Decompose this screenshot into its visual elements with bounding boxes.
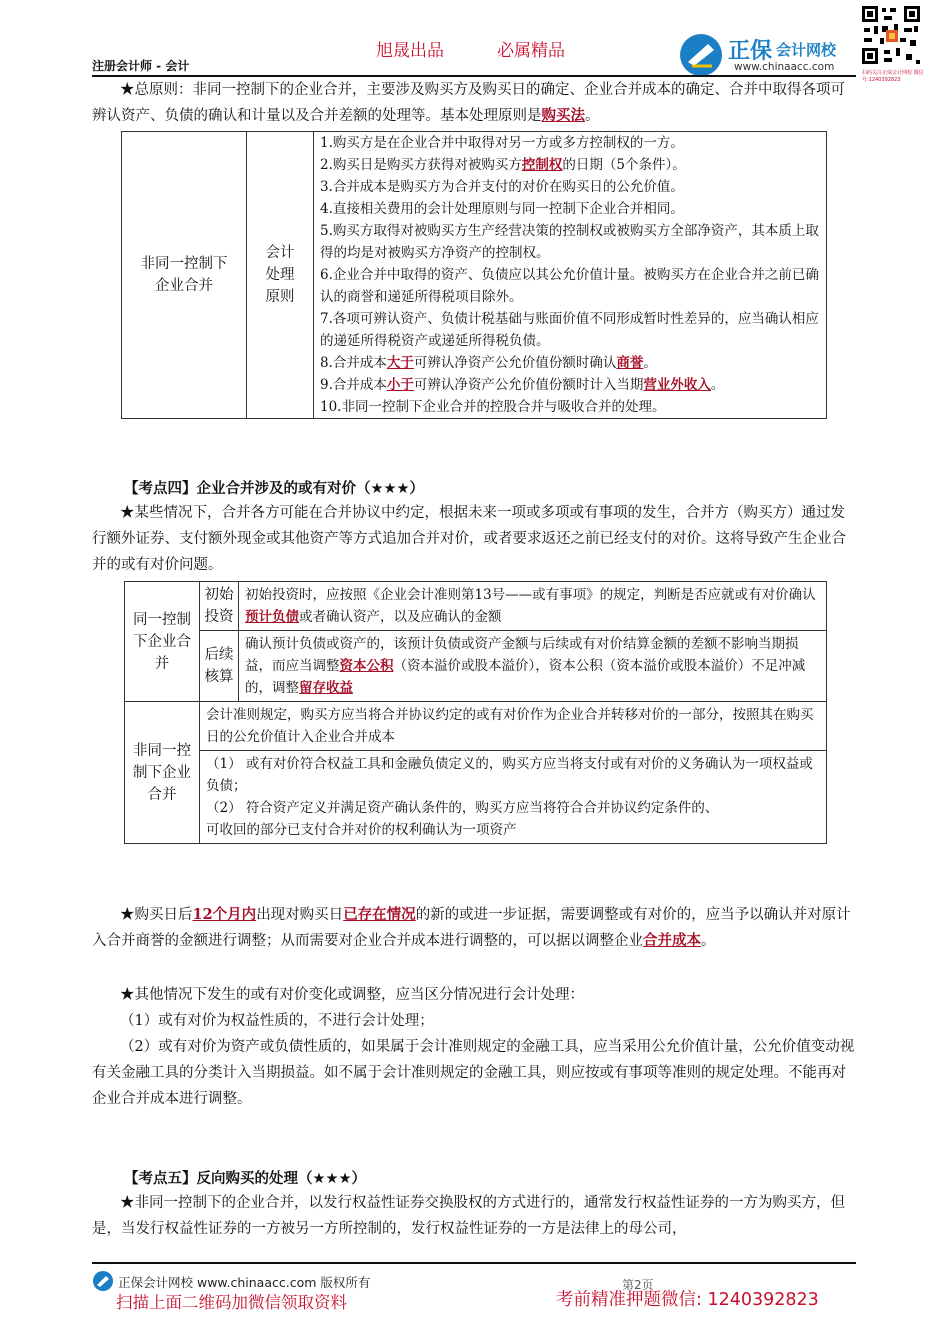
t1-link-greater: 大于 bbox=[386, 355, 414, 371]
after-paragraph-2: ★其他情况下发生的或有对价变化或调整，应当区分情况进行会计处理： bbox=[120, 987, 584, 1003]
logo bbox=[678, 32, 856, 78]
t1-link-goodwill: 商誉 bbox=[616, 355, 644, 371]
t1-item-1: 1.购买方是在企业合并中取得对另一方或多方控制权的一方。 bbox=[320, 135, 684, 151]
t2-diff-row2-c: 可收回的部分已支付合并对价的权利确认为一项资产 bbox=[206, 822, 517, 838]
t1-item-7: 7.各项可辨认资产、负债计税基础与账面价值不同形成暂时性差异的，应当确认相应的递延所得税资产或递延所得税负债。 bbox=[320, 311, 819, 349]
logo-icon bbox=[678, 32, 724, 78]
footer-promo-right: 考前精准押题微信: 1240392823 bbox=[556, 1290, 819, 1310]
section5-paragraph: ★非同一控制下的企业合并，以发行权益性证券交换股权的方式进行的，通常发行权益性证券的一方为购买方，但是，当发行权益性证券的一方被另一方所控制的，发行权益性证券的一方是法律上的母公司， bbox=[92, 1195, 845, 1237]
t1-link-control: 控制权 bbox=[521, 157, 563, 173]
intro-link-purchase-method: 购买法 bbox=[541, 107, 585, 124]
qr-caption: 扫码关注正保会计网校 微信号:1240392823 bbox=[862, 70, 924, 83]
t1-item-2: 2.购买日是购买方获得对被购买方控制权的日期（5个条件）。 bbox=[320, 157, 686, 173]
header-slogan-right: 必属精品 bbox=[497, 41, 565, 61]
t2-diff-control-label: 非同一控制下企业合并 bbox=[125, 702, 200, 844]
t2-follow-label: 后续核算 bbox=[200, 631, 239, 702]
t1-link-less: 小于 bbox=[386, 377, 414, 393]
qr-code[interactable] bbox=[860, 4, 922, 66]
t2-diff-row2 bbox=[200, 751, 827, 844]
logo-text: 正保 bbox=[728, 39, 773, 64]
t1-item-6: 6.企业合并中取得的资产、负债应以其公允价值计量。被购买方在企业合并之前已确认的商誉和递延所得税项目除外。 bbox=[320, 267, 819, 305]
t2-diff-row2-a: （1） 或有对价符合权益工具和金融负债定义的，购买方应当将支付或有对价的义务确认为一项权益或负债； bbox=[206, 756, 813, 794]
t2-link-capital-reserve: 资本公积 bbox=[339, 658, 394, 674]
footer-page-number: 第2页 bbox=[622, 1278, 654, 1292]
header-slogan-left: 旭晟出品 bbox=[376, 41, 444, 61]
t1-item-3: 3.合并成本是购买方为合并支付的对价在购买日的公允价值。 bbox=[320, 179, 684, 195]
after-paragraph-1: ★购买日后12个月内出现对购买日已存在情况的新的或进一步证据，需要调整或有对价的，应当予以确认并对原计入合并商誉的金额进行调整；从而需要对企业合并成本进行调整的，可以据以调整企业合并成本。 bbox=[92, 906, 851, 949]
t2-initial-text: 初始投资时，应按照《企业会计准则第13号——或有事项》的规定，判断是否应就或有对价确认预计负债或者确认资产，以及应确认的金额 bbox=[239, 582, 827, 631]
t1-item-9: 9.合并成本小于可辨认净资产公允价值份额时计入当期营业外收入。 bbox=[320, 377, 725, 393]
intro-text: ★总原则：非同一控制下的企业合并，主要涉及购买方及购买日的确定、企业合并成本的确定、合并中取得各项可辨认资产、负债的确认和计量以及合并差额的处理等。基本处理原则是 bbox=[92, 82, 845, 124]
footer-promo-left: 扫描上面二维码加微信领取资料 bbox=[116, 1293, 347, 1312]
table-contingent-consideration bbox=[124, 581, 827, 844]
t1-item-5: 5.购买方取得对被购买方生产经营决策的控制权或被购买方全部净资产，其本质上取得的均是对被购买方净资产的控制权。 bbox=[320, 223, 819, 261]
after-link-12-months: 12个月内 bbox=[192, 906, 257, 923]
t2-same-control-label: 同一控制下企业合并 bbox=[125, 582, 200, 702]
logo-sub: 会计网校 bbox=[776, 41, 837, 59]
footer-rule bbox=[92, 1262, 856, 1264]
footer-copyright: 正保会计网校 www.chinaacc.com 版权所有 bbox=[118, 1275, 371, 1290]
table-non-common-control bbox=[121, 131, 827, 419]
t1-col1: 非同一控制下企业合并 bbox=[122, 132, 247, 419]
section5-heading: 【考点五】反向购买的处理（★★★） bbox=[124, 1171, 366, 1187]
doc-title: 注册会计师 - 会计 bbox=[92, 59, 190, 73]
section4-paragraph: ★某些情况下，合并各方可能在合并协议中约定，根据未来一项或多项或有事项的发生，合并方（购买方）通过发行额外证券、支付额外现金或其他资产等方式追加合并对价，或者要求返还之前已经支付的对价。这将导致产生企业合并的或有对价问题。 bbox=[92, 505, 846, 573]
t1-col2: 会计处理原则 bbox=[247, 132, 314, 419]
t2-link-retained-earnings: 留存收益 bbox=[299, 680, 353, 696]
t1-items bbox=[314, 132, 827, 419]
t1-link-nonop-income: 营业外收入 bbox=[643, 377, 711, 393]
footer-logo-icon bbox=[92, 1270, 114, 1292]
after-paragraph-3: （1）或有对价为权益性质的，不进行会计处理； bbox=[120, 1013, 434, 1029]
after-link-existing: 已存在情况 bbox=[343, 906, 416, 923]
after-paragraph-4: （2）或有对价为资产或负债性质的，如果属于会计准则规定的金融工具，应当采用公允价值计量，公允价值变动视有关金融工具的分类计入当期损益。如不属于会计准则规定的金融工具，则应按或有事项等准则的规定处理。不能再对企业合并成本进行调整。 bbox=[92, 1039, 855, 1107]
intro-text-end: 。 bbox=[585, 108, 600, 124]
t1-item-4: 4.直接相关费用的会计处理原则与同一控制下企业合并相同。 bbox=[320, 201, 684, 217]
logo-url: www.chinaacc.com bbox=[734, 61, 835, 73]
t2-diff-row2-b: （2） 符合资产定义并满足资产确认条件的，购买方应当将符合合并协议约定条件的、 bbox=[206, 800, 719, 816]
t2-follow-text: 确认预计负债或资产的，该预计负债或资产金额与后续或有对价结算金额的差额不影响当期损益，而应当调整资本公积（资本溢价或股本溢价），资本公积（资本溢价或股本溢价）不足冲减的，调整留存收益 bbox=[239, 631, 827, 702]
after-link-merger-cost: 合并成本 bbox=[643, 932, 701, 949]
section4-heading: 【考点四】企业合并涉及的或有对价（★★★） bbox=[124, 481, 424, 497]
t2-diff-row1: 会计准则规定，购买方应当将合并协议约定的或有对价作为企业合并转移对价的一部分，按照其在购买日的公允价值计入企业合并成本 bbox=[200, 702, 827, 751]
t1-item-10: 10.非同一控制下企业合并的控股合并与吸收合并的处理。 bbox=[320, 399, 666, 415]
t2-initial-label: 初始投资 bbox=[200, 582, 239, 631]
t1-item-8: 8.合并成本大于可辨认净资产公允价值份额时确认商誉。 bbox=[320, 355, 657, 371]
intro-paragraph bbox=[92, 77, 856, 129]
t2-link-provision: 预计负债 bbox=[245, 609, 299, 625]
